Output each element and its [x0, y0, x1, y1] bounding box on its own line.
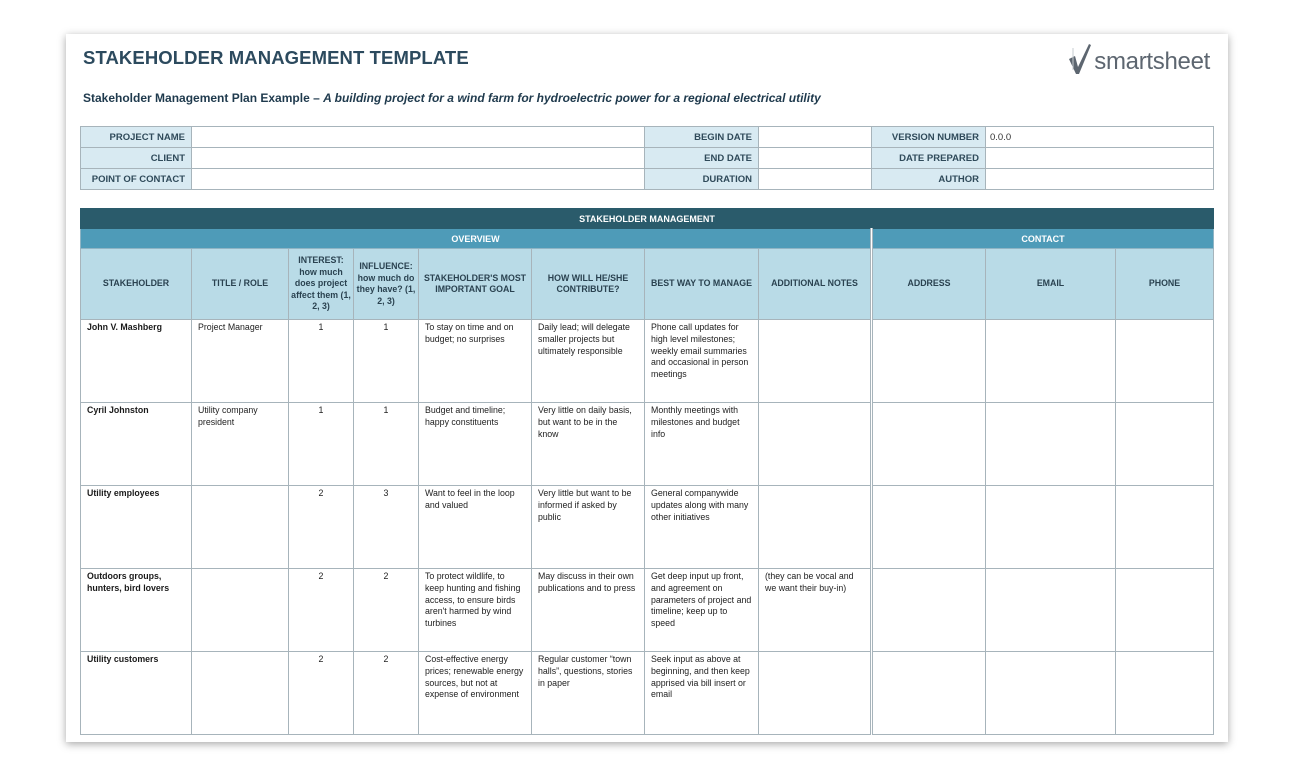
col-header-stakeholder: STAKEHOLDER — [81, 249, 192, 320]
col-header-phone: PHONE — [1116, 249, 1214, 320]
email-cell[interactable] — [986, 320, 1116, 403]
address-cell[interactable] — [872, 569, 986, 652]
project-name-field[interactable] — [192, 127, 645, 148]
stakeholder-cell[interactable]: John V. Mashberg — [81, 320, 192, 403]
interest-cell[interactable]: 2 — [289, 652, 354, 735]
title-role-cell[interactable]: Project Manager — [192, 320, 289, 403]
manage-cell[interactable]: Seek input as above at beginning, and then keep apprised via bill insert or email — [645, 652, 759, 735]
client-label: CLIENT — [81, 148, 192, 169]
point-of-contact-field[interactable] — [192, 169, 645, 190]
address-cell[interactable] — [872, 403, 986, 486]
col-header-contribute: HOW WILL HE/SHE CONTRIBUTE? — [532, 249, 645, 320]
col-header-interest: INTEREST: how much does project affect them (1, 2, 3) — [289, 249, 354, 320]
table-row — [81, 320, 1214, 403]
date-prepared-label: DATE PREPARED — [872, 148, 986, 169]
page-title: STAKEHOLDER MANAGEMENT TEMPLATE — [83, 47, 469, 68]
table-row — [81, 652, 1214, 735]
influence-cell[interactable]: 2 — [354, 569, 419, 652]
stakeholder-management-band: STAKEHOLDER MANAGEMENT — [81, 209, 1214, 229]
goal-cell[interactable]: To protect wildlife, to keep hunting and fishing access, to ensure birds aren't harmed by wind turbines — [419, 569, 532, 652]
contribute-cell[interactable]: Very little on daily basis, but want to be in the know — [532, 403, 645, 486]
date-prepared-field[interactable] — [986, 148, 1214, 169]
page-subtitle — [83, 91, 821, 105]
begin-date-label: BEGIN DATE — [645, 127, 759, 148]
end-date-field[interactable] — [759, 148, 872, 169]
contribute-cell[interactable]: Daily lead; will delegate smaller projects but ultimately responsible — [532, 320, 645, 403]
title-role-cell[interactable] — [192, 569, 289, 652]
goal-cell[interactable]: Budget and timeline; happy constituents — [419, 403, 532, 486]
email-cell[interactable] — [986, 569, 1116, 652]
stakeholder-cell[interactable]: Cyril Johnston — [81, 403, 192, 486]
notes-cell[interactable] — [759, 320, 872, 403]
template-sheet — [66, 34, 1228, 742]
col-header-goal: STAKEHOLDER'S MOST IMPORTANT GOAL — [419, 249, 532, 320]
goal-cell[interactable]: Cost-effective energy prices; renewable energy sources, but not at expense of environment — [419, 652, 532, 735]
client-field[interactable] — [192, 148, 645, 169]
info-row — [81, 148, 1214, 169]
title-role-cell[interactable] — [192, 486, 289, 569]
overview-band: OVERVIEW — [81, 229, 872, 249]
subtitle-description: A building project for a wind farm for hydroelectric power for a regional electrical utility — [323, 91, 821, 105]
phone-cell[interactable] — [1116, 320, 1214, 403]
table-row — [81, 569, 1214, 652]
col-header-influence: INFLUENCE: how much do they have? (1, 2, 3) — [354, 249, 419, 320]
duration-field[interactable] — [759, 169, 872, 190]
phone-cell[interactable] — [1116, 486, 1214, 569]
email-cell[interactable] — [986, 652, 1116, 735]
phone-cell[interactable] — [1116, 403, 1214, 486]
author-label: AUTHOR — [872, 169, 986, 190]
address-cell[interactable] — [872, 320, 986, 403]
col-header-manage: BEST WAY TO MANAGE — [645, 249, 759, 320]
address-cell[interactable] — [872, 652, 986, 735]
phone-cell[interactable] — [1116, 652, 1214, 735]
title-role-cell[interactable] — [192, 652, 289, 735]
title-role-cell[interactable]: Utility company president — [192, 403, 289, 486]
begin-date-field[interactable] — [759, 127, 872, 148]
notes-cell[interactable] — [759, 652, 872, 735]
contribute-cell[interactable]: May discuss in their own publications and to press — [532, 569, 645, 652]
end-date-label: END DATE — [645, 148, 759, 169]
info-row — [81, 169, 1214, 190]
col-header-address: ADDRESS — [872, 249, 986, 320]
contact-band: CONTACT — [872, 229, 1214, 249]
info-row — [81, 127, 1214, 148]
table-row — [81, 486, 1214, 569]
influence-cell[interactable]: 2 — [354, 652, 419, 735]
stakeholder-cell[interactable]: Outdoors groups, hunters, bird lovers — [81, 569, 192, 652]
goal-cell[interactable]: To stay on time and on budget; no surprises — [419, 320, 532, 403]
smartsheet-logo — [1067, 40, 1210, 76]
contribute-cell[interactable]: Regular customer “town halls”, questions, stories in paper — [532, 652, 645, 735]
email-cell[interactable] — [986, 486, 1116, 569]
author-field[interactable] — [986, 169, 1214, 190]
col-header-email: EMAIL — [986, 249, 1116, 320]
interest-cell[interactable]: 2 — [289, 569, 354, 652]
stakeholder-cell[interactable]: Utility customers — [81, 652, 192, 735]
contribute-cell[interactable]: Very little but want to be informed if asked by public — [532, 486, 645, 569]
table-row — [81, 403, 1214, 486]
checkmark-icon — [1067, 42, 1093, 76]
project-info-table — [80, 126, 1214, 190]
table-band-row — [81, 209, 1214, 229]
notes-cell[interactable] — [759, 403, 872, 486]
point-of-contact-label: POINT OF CONTACT — [81, 169, 192, 190]
version-number-label: VERSION NUMBER — [872, 127, 986, 148]
goal-cell[interactable]: Want to feel in the loop and valued — [419, 486, 532, 569]
address-cell[interactable] — [872, 486, 986, 569]
notes-cell[interactable]: (they can be vocal and we want their buy-in) — [759, 569, 872, 652]
interest-cell[interactable]: 1 — [289, 320, 354, 403]
stakeholder-cell[interactable]: Utility employees — [81, 486, 192, 569]
interest-cell[interactable]: 1 — [289, 403, 354, 486]
influence-cell[interactable]: 3 — [354, 486, 419, 569]
col-header-notes: ADDITIONAL NOTES — [759, 249, 872, 320]
notes-cell[interactable] — [759, 486, 872, 569]
column-header-row — [81, 249, 1214, 320]
manage-cell[interactable]: General companywide updates along with many other initiatives — [645, 486, 759, 569]
influence-cell[interactable]: 1 — [354, 403, 419, 486]
version-number-field[interactable]: 0.0.0 — [986, 127, 1214, 148]
section-band-row — [81, 229, 1214, 249]
subtitle-lead: Stakeholder Management Plan Example – — [83, 91, 324, 105]
duration-label: DURATION — [645, 169, 759, 190]
stakeholder-table — [80, 208, 1214, 735]
phone-cell[interactable] — [1116, 569, 1214, 652]
manage-cell[interactable]: Get deep input up front, and agreement on parameters of project and timeline; keep up to speed — [645, 569, 759, 652]
influence-cell[interactable]: 1 — [354, 320, 419, 403]
manage-cell[interactable]: Phone call updates for high level milestones; weekly email summaries and occasional in person meetings — [645, 320, 759, 403]
project-name-label: PROJECT NAME — [81, 127, 192, 148]
interest-cell[interactable]: 2 — [289, 486, 354, 569]
col-header-title-role: TITLE / ROLE — [192, 249, 289, 320]
email-cell[interactable] — [986, 403, 1116, 486]
manage-cell[interactable]: Monthly meetings with milestones and budget info — [645, 403, 759, 486]
logo-text: smartsheet — [1094, 48, 1210, 75]
